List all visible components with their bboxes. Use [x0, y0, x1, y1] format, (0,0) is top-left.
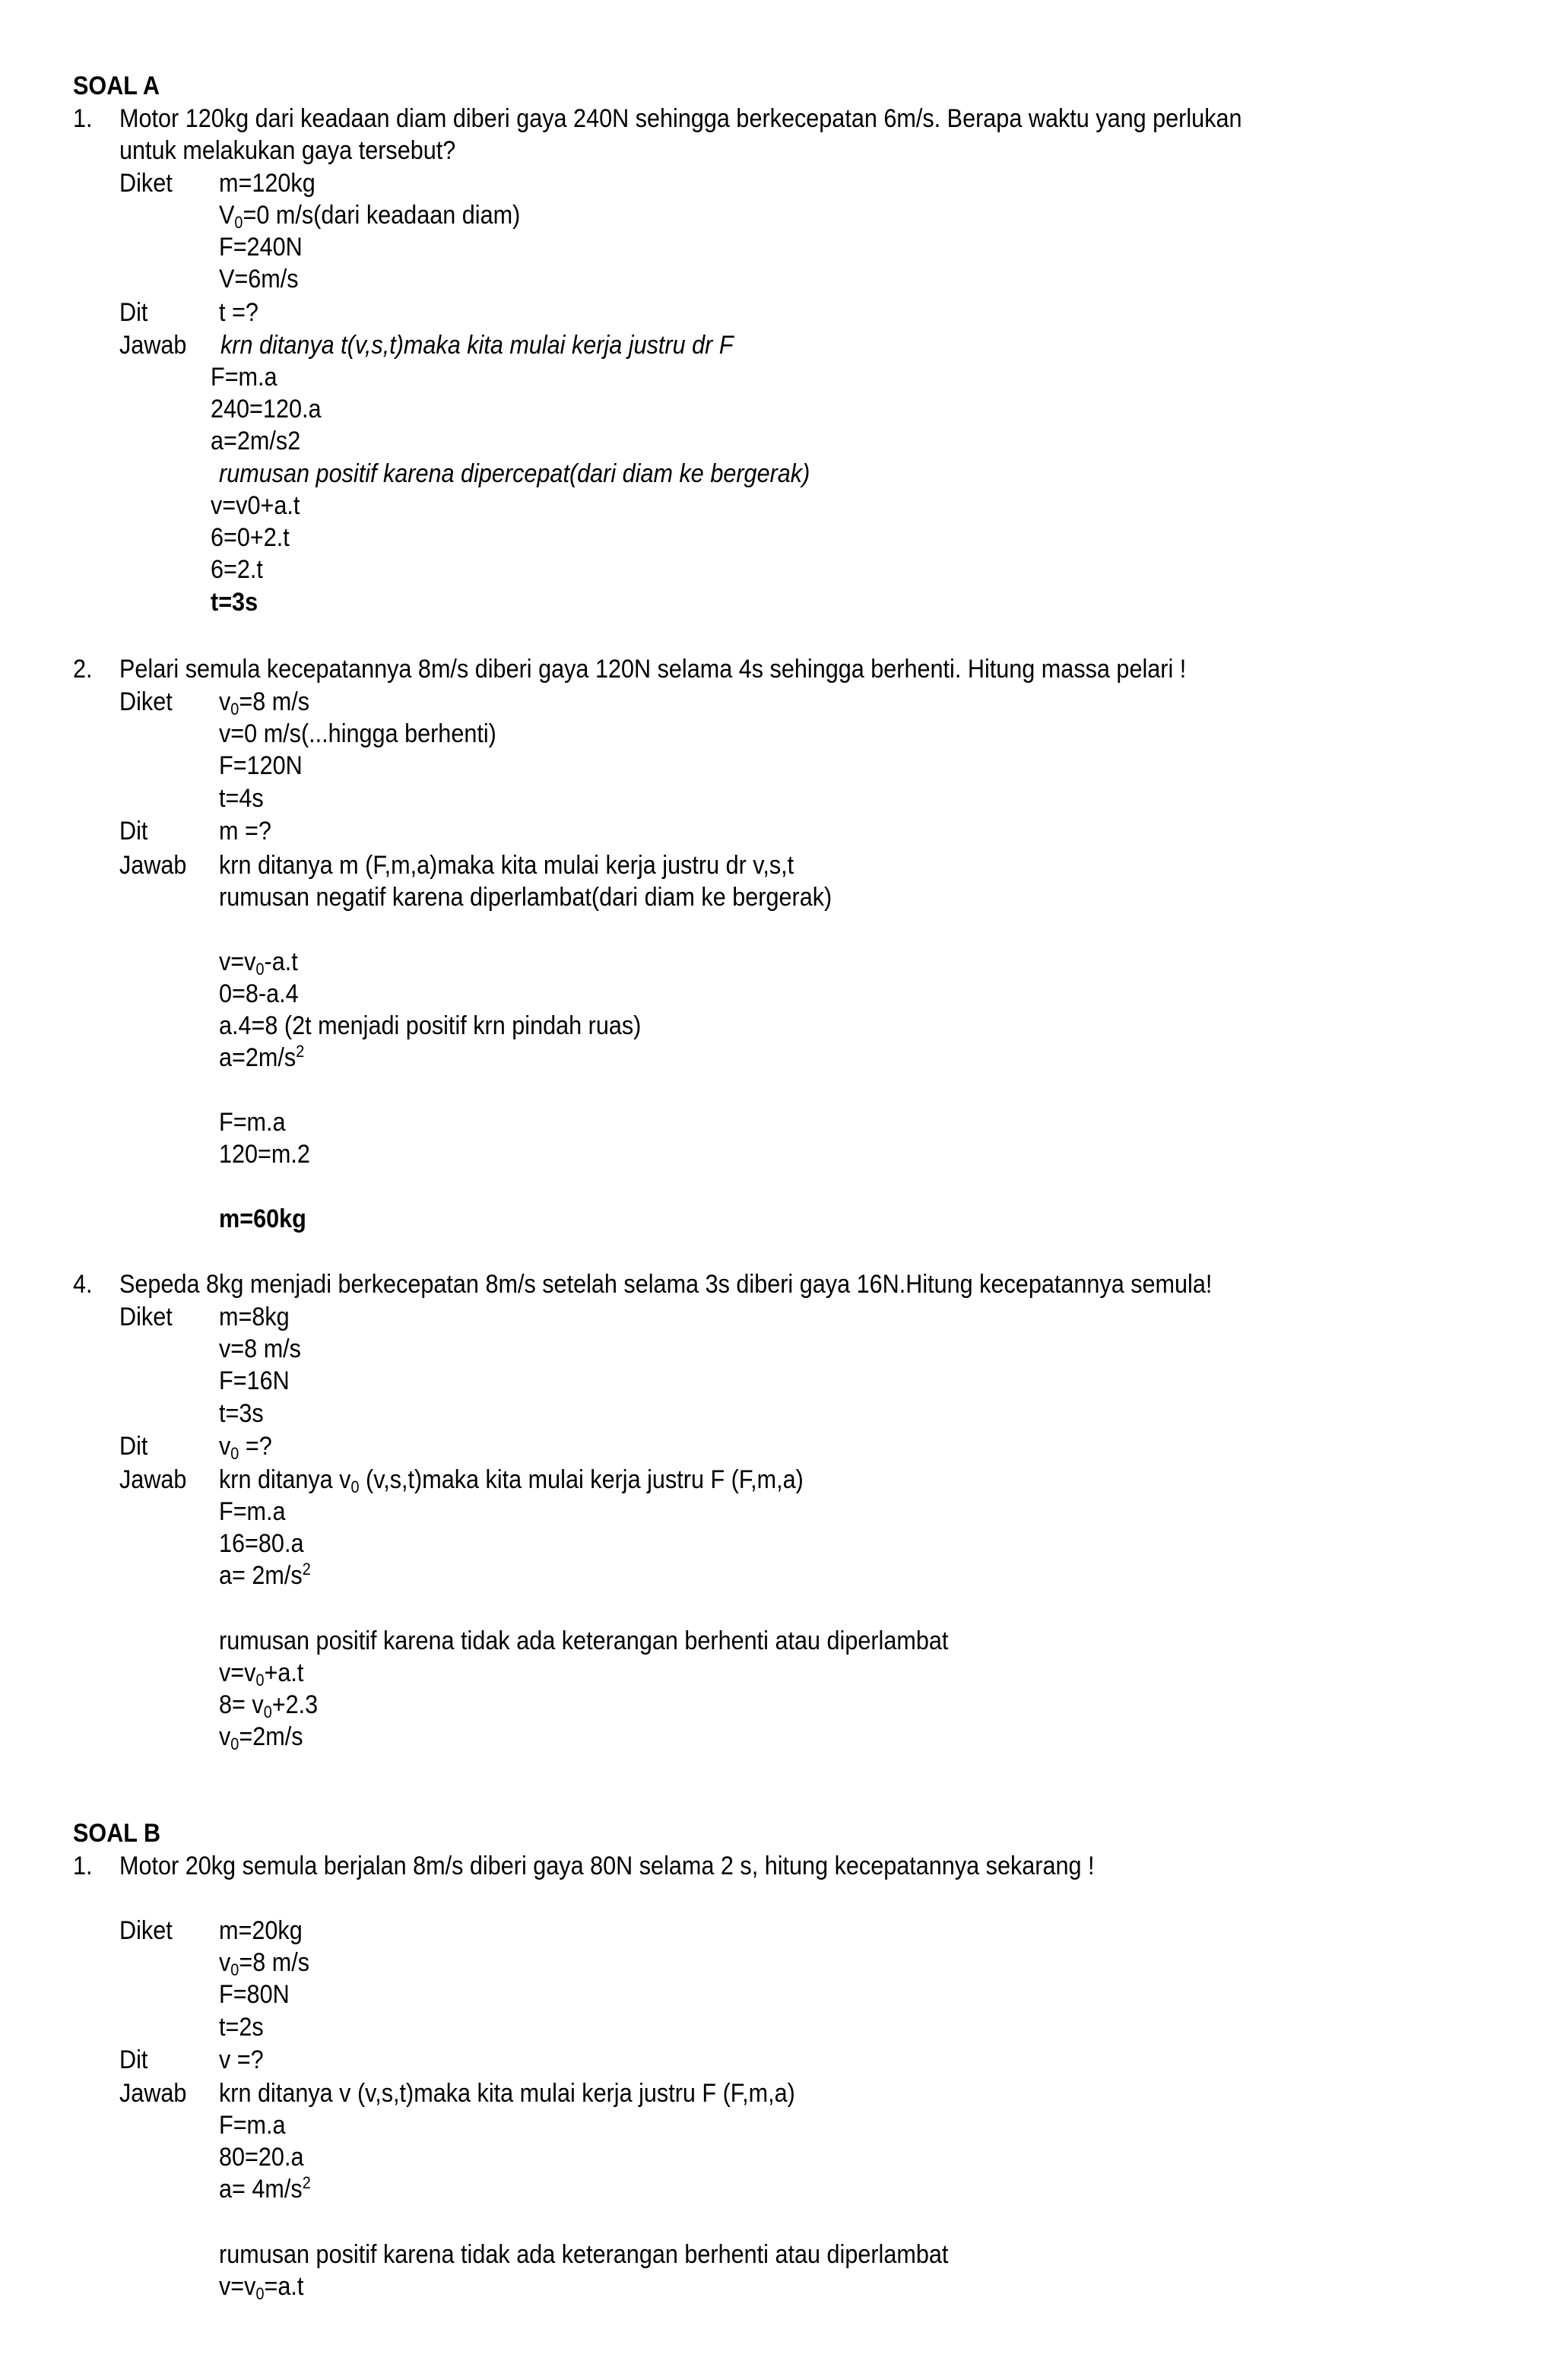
given-value: F=120N [219, 751, 303, 780]
given-value: t=2s [219, 2013, 264, 2042]
answer-step: a=2m/s2 [211, 427, 301, 455]
answer-step: v=v0+a.t [219, 1658, 304, 1690]
given-value: m=20kg [219, 1916, 303, 1945]
question-text: Motor 120kg dari keadaan diam diberi gaya 240N sehingga berkecepatan 6m/s. Berapa waktu yang perlukan [119, 104, 1242, 133]
dit-label: Dit [119, 1432, 148, 1461]
given-value: V=6m/s [219, 265, 299, 294]
given-value: v=8 m/s [219, 1334, 301, 1363]
answer-step: a.4=8 (2t menjadi positif krn pindah ruas) [219, 1011, 642, 1040]
final-answer: m=60kg [219, 1204, 306, 1233]
answer-step: 240=120.a [211, 395, 322, 424]
answer-step: v=v0=a.t [219, 2272, 304, 2303]
question-text: Motor 20kg semula berjalan 8m/s diberi gaya 80N selama 2 s, hitung kecepatannya sekarang ! [119, 1852, 1095, 1880]
question-text: Pelari semula kecepatannya 8m/s diberi gaya 120N selama 4s sehingga berhenti. Hitung massa pelari ! [119, 655, 1187, 684]
given-value: v=0 m/s(...hingga berhenti) [219, 719, 496, 748]
given-value: F=240N [219, 233, 303, 262]
given-value: v0=8 m/s [219, 1948, 310, 1979]
question-number: 1. [73, 104, 93, 133]
asked-value: m =? [219, 817, 271, 846]
jawab-label: Jawab [119, 1465, 187, 1494]
dit-label: Dit [119, 2045, 148, 2074]
answer-step: F=m.a [211, 363, 277, 392]
given-value: m=120kg [219, 169, 316, 198]
jawab-label: Jawab [119, 331, 187, 360]
jawab-label: Jawab [119, 851, 187, 880]
given-value: t=3s [219, 1399, 264, 1428]
answer-step: F=m.a [219, 1497, 286, 1526]
diket-label: Diket [119, 1303, 173, 1331]
given-value: m=8kg [219, 1303, 290, 1331]
asked-value: v =? [219, 2045, 264, 2074]
question-text: Sepeda 8kg menjadi berkecepatan 8m/s setelah selama 3s diberi gaya 16N.Hitung kecepatannya semula! [119, 1270, 1213, 1299]
answer-step: 16=80.a [219, 1529, 304, 1558]
answer-step: v=v0+a.t [211, 491, 300, 520]
answer-step: v=v0-a.t [219, 947, 298, 979]
answer-note: krn ditanya t(v,s,t)maka kita mulai kerja justru dr F [220, 331, 734, 360]
final-answer: t=3s [211, 588, 258, 617]
answer-step: 8= v0+2.3 [219, 1690, 319, 1722]
section-heading-soal-a: SOAL A [73, 71, 160, 100]
answer-note: rumusan positif karena dipercepat(dari diam ke bergerak) [219, 459, 810, 488]
given-value: t=4s [219, 784, 264, 813]
question-number: 2. [73, 655, 93, 684]
answer-step: F=m.a [219, 1108, 286, 1137]
jawab-label: Jawab [119, 2079, 187, 2108]
answer-step: 6=0+2.t [211, 523, 290, 552]
given-value: F=80N [219, 1980, 290, 2009]
answer-step: 6=2.t [211, 555, 263, 584]
given-value: V0=0 m/s(dari keadaan diam) [219, 201, 521, 232]
asked-value: v0 =? [219, 1432, 272, 1463]
answer-step: F=m.a [219, 2111, 286, 2140]
answer-note: rumusan positif karena tidak ada keterangan berhenti atau diperlambat [219, 1626, 949, 1655]
section-heading-soal-b: SOAL B [73, 1819, 161, 1848]
answer-step: 120=m.2 [219, 1140, 310, 1169]
question-number: 4. [73, 1270, 93, 1299]
final-answer: v0=2m/s [219, 1722, 303, 1753]
question-number: 1. [73, 1852, 93, 1880]
answer-step: $a= 2m/s^2$ [219, 1560, 311, 1590]
answer-note: rumusan negatif karena diperlambat(dari diam ke bergerak) [219, 883, 832, 912]
answer-step: $a= 4m/s^2$ [219, 2173, 311, 2204]
answer-note: krn ditanya m (F,m,a)maka kita mulai kerja justru dr v,s,t [219, 851, 794, 880]
diket-label: Diket [119, 687, 173, 716]
answer-note: rumusan positif karena tidak ada keterangan berhenti atau diperlambat [219, 2240, 949, 2269]
asked-value: t =? [219, 298, 258, 327]
given-value: v0=8 m/s [219, 687, 310, 719]
diket-label: Diket [119, 1916, 173, 1945]
given-value: F=16N [219, 1366, 290, 1395]
answer-note: krn ditanya v (v,s,t)maka kita mulai kerja justru F (F,m,a) [219, 2079, 795, 2108]
answer-step: 80=20.a [219, 2143, 304, 2172]
answer-note: krn ditanya v0 (v,s,t)maka kita mulai kerja justru F (F,m,a) [219, 1465, 804, 1496]
question-text-continued: untuk melakukan gaya tersebut? [119, 136, 456, 165]
answer-step: 0=8-a.4 [219, 979, 299, 1008]
diket-label: Diket [119, 169, 173, 198]
dit-label: Dit [119, 817, 148, 846]
answer-step: $a=2m/s^2$ [219, 1042, 305, 1072]
dit-label: Dit [119, 298, 148, 327]
